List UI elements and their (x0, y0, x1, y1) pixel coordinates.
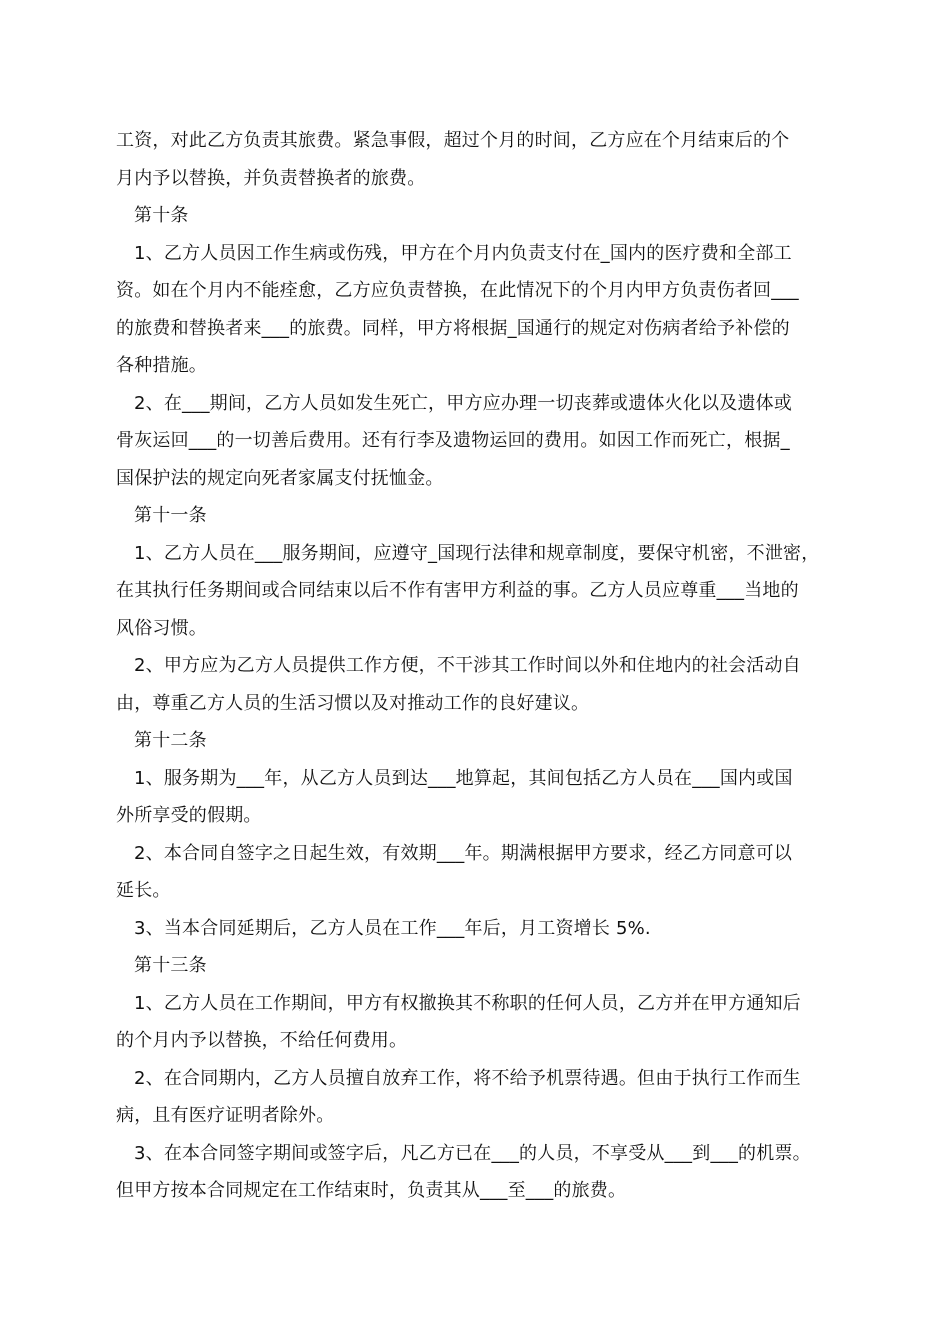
text-line: 3、在本合同签字期间或签字后，凡乙方已在___的人员，不享受从___到___的机票。 (134, 1142, 811, 1164)
text-line: 的旅费和替换者来___的旅费。同样，甲方将根据_国通行的规定对伤病者给予补偿的 (116, 317, 790, 339)
text-line: 骨灰运回___的一切善后费用。还有行李及遗物运回的费用。如因工作而死亡，根据_ (116, 430, 790, 451)
text-line: 病，且有医疗证明者除外。 (116, 1105, 335, 1126)
text-line: 1、乙方人员在工作期间，甲方有权撤换其不称职的任何人员，乙方并在甲方通知后 (134, 992, 801, 1014)
text-line: 月内予以替换，并负责替换者的旅费。 (116, 167, 426, 189)
article-heading: 第十一条 (134, 505, 207, 526)
text-line: 1、服务期为___年，从乙方人员到达___地算起，其间包括乙方人员在___国内或国 (134, 767, 793, 789)
text-line: 延长。 (116, 880, 171, 901)
text-line: 的个月内予以替换，不给任何费用。 (116, 1030, 408, 1051)
text-line: 由，尊重乙方人员的生活习惯以及对推动工作的良好建议。 (116, 692, 590, 714)
text-line: 各种措施。 (116, 355, 207, 376)
text-line: 2、本合同自签字之日起生效，有效期___年。期满根据甲方要求，经乙方同意可以 (134, 842, 793, 864)
text-line: 国保护法的规定向死者家属支付抚恤金。 (116, 467, 444, 489)
text-line: 资。如在个月内不能痊愈，乙方应负责替换，在此情况下的个月内甲方负责伤者回___ (116, 280, 799, 301)
document-body (116, 122, 840, 1210)
text-line: 工资，对此乙方负责其旅费。紧急事假，超过个月的时间，乙方应在个月结束后的个 (116, 130, 790, 151)
text-line: 2、甲方应为乙方人员提供工作方便，不干涉其工作时间以外和住地内的社会活动自 (134, 655, 801, 676)
text-line: 2、在___期间，乙方人员如发生死亡，甲方应办理一切丧葬或遗体火化以及遗体或 (134, 392, 793, 414)
text-line: 3、当本合同延期后，乙方人员在工作___年后，月工资增长 5%. (134, 917, 651, 939)
text-line: 1、乙方人员因工作生病或伤残，甲方在个月内负责支付在_国内的医疗费和全部工 (134, 242, 792, 264)
article-heading: 第十二条 (134, 730, 207, 751)
text-line: 风俗习惯。 (116, 617, 207, 639)
text-line: 但甲方按本合同规定在工作结束时，负责其从___至___的旅费。 (116, 1180, 627, 1201)
article-heading: 第十三条 (134, 955, 207, 976)
text-line: 外所享受的假期。 (116, 805, 262, 826)
text-line: 1、乙方人员在___服务期间，应遵守_国现行法律和规章制度，要保守机密，不泄密， (134, 542, 820, 564)
text-line: 2、在合同期内，乙方人员擅自放弃工作，将不给予机票待遇。但由于执行工作而生 (134, 1067, 801, 1089)
text-line: 在其执行任务期间或合同结束以后不作有害甲方利益的事。乙方人员应尊重___当地的 (116, 580, 799, 601)
article-heading: 第十条 (134, 205, 189, 226)
